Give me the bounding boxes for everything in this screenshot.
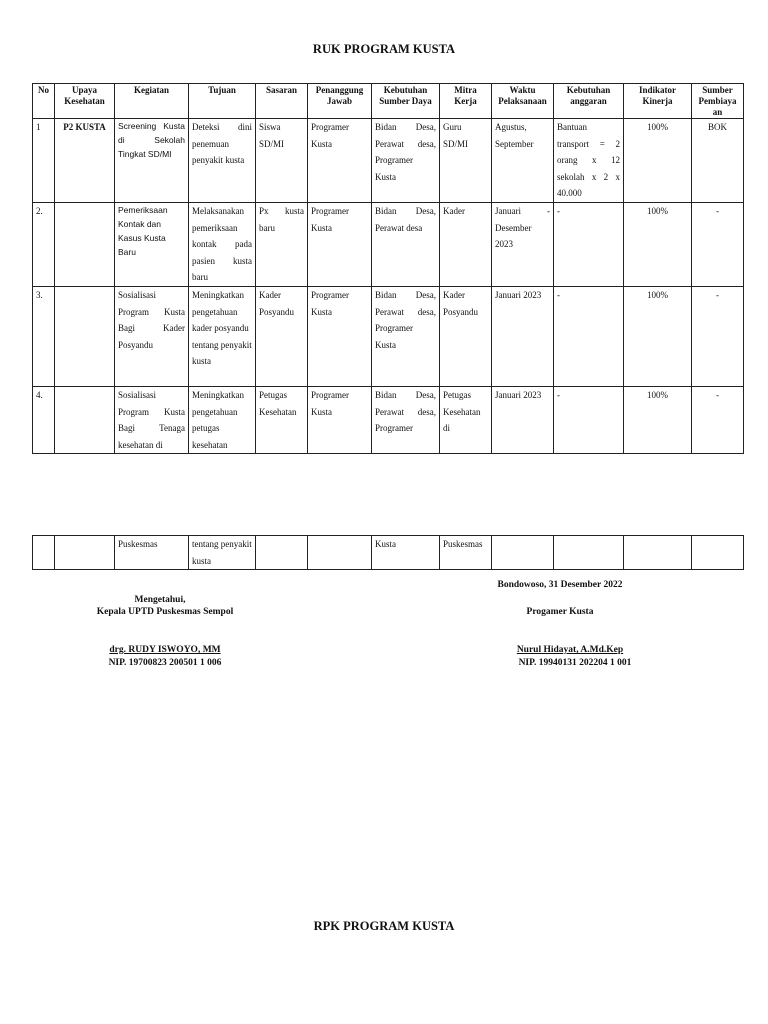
cell-indikator: 100% — [624, 203, 692, 287]
cell-no: 4. — [33, 387, 55, 454]
header-penanggung-jawab: Penanggung Jawab — [308, 84, 372, 119]
cell-anggaran — [554, 536, 624, 570]
cell-pembiayaan: BOK — [692, 119, 744, 203]
cell-penanggung-jawab: Programer Kusta — [308, 119, 372, 203]
page-title: RUK PROGRAM KUSTA — [312, 42, 456, 56]
cell-no: 3. — [33, 287, 55, 387]
cell-pembiayaan: - — [692, 287, 744, 387]
cell-penanggung-jawab: Programer Kusta — [308, 287, 372, 387]
plan-table-continuation — [32, 535, 744, 570]
cell-tujuan: Meningkatkan pengetahuan petugas kesehatan — [189, 387, 256, 454]
left-signatory-nip: NIP. 19700823 200501 1 006 — [108, 658, 222, 668]
cell-tujuan: Deteksi dini penemuan penyakit kusta — [189, 119, 256, 203]
cell-sumber-daya: Bidan Desa, Perawat desa — [372, 203, 440, 287]
left-title: Kepala UPTD Puskesmas Sempol — [96, 607, 234, 617]
section-title: RPK PROGRAM KUSTA — [313, 919, 455, 933]
header-sasaran: Sasaran — [256, 84, 308, 119]
cell-mitra: Guru SD/MI — [440, 119, 492, 203]
cell-sasaran: Petugas Kesehatan — [256, 387, 308, 454]
cell-anggaran: Bantuan transport = 2 orang x 12 sekolah x 2 x 40.000 — [554, 119, 624, 203]
cell-upaya — [55, 536, 115, 570]
header-sumber-daya: Kebutuhan Sumber Daya — [372, 84, 440, 119]
cell-upaya — [55, 387, 115, 454]
cell-mitra: Kader Posyandu — [440, 287, 492, 387]
cell-indikator: 100% — [624, 387, 692, 454]
cell-sasaran — [256, 536, 308, 570]
cell-kegiatan: Pemeriksaan Kontak dan Kasus Kusta Baru — [115, 203, 189, 287]
cell-indikator: 100% — [624, 119, 692, 203]
cell-sasaran: Kader Posyandu — [256, 287, 308, 387]
table-row — [33, 287, 744, 387]
cell-waktu: Januari 2023 — [492, 287, 554, 387]
cell-no: 2. — [33, 203, 55, 287]
cell-waktu: Agustus, September — [492, 119, 554, 203]
cell-upaya — [55, 287, 115, 387]
cell-sumber-daya: Bidan Desa, Perawat desa, Programer — [372, 387, 440, 454]
header-anggaran: Kebutuhan anggaran — [554, 84, 624, 119]
right-title: Progamer Kusta — [526, 607, 594, 617]
header-waktu: Waktu Pelaksanaan — [492, 84, 554, 119]
cell-mitra: Puskesmas — [440, 536, 492, 570]
header-pembiayaan: Sumber Pembiaya an — [692, 84, 744, 119]
cell-no — [33, 536, 55, 570]
place-date: Bondowoso, 31 Desember 2022 — [497, 580, 623, 590]
cell-kegiatan: Sosialisasi Program Kusta Bagi Tenaga kesehatan di — [115, 387, 189, 454]
cell-kegiatan: Screening Kusta di Sekolah Tingkat SD/MI — [115, 119, 189, 203]
cell-tujuan: Melaksanakan pemeriksaan kontak pada pasien kusta baru — [189, 203, 256, 287]
cell-anggaran: - — [554, 203, 624, 287]
cell-penanggung-jawab: Programer Kusta — [308, 387, 372, 454]
table-row — [33, 536, 744, 570]
cell-pembiayaan: - — [692, 203, 744, 287]
cell-kegiatan: Sosialisasi Program Kusta Bagi Kader Posyandu — [115, 287, 189, 387]
cell-mitra: Petugas Kesehatan di — [440, 387, 492, 454]
table-row — [33, 203, 744, 287]
cell-upaya: P2 KUSTA — [55, 119, 115, 203]
table-row — [33, 387, 744, 454]
cell-sasaran: Px kusta baru — [256, 203, 308, 287]
cell-upaya — [55, 203, 115, 287]
cell-kegiatan: Puskesmas — [115, 536, 189, 570]
table-row — [33, 119, 744, 203]
cell-waktu: Januari 2023 — [492, 387, 554, 454]
cell-sumber-daya: Kusta — [372, 536, 440, 570]
cell-sumber-daya: Bidan Desa, Perawat desa, Programer Kusta — [372, 119, 440, 203]
cell-no: 1 — [33, 119, 55, 203]
header-mitra: Mitra Kerja — [440, 84, 492, 119]
plan-table — [32, 83, 744, 454]
cell-sumber-daya: Bidan Desa, Perawat desa, Programer Kusta — [372, 287, 440, 387]
header-indikator: Indikator Kinerja — [624, 84, 692, 119]
cell-indikator — [624, 536, 692, 570]
cell-mitra: Kader — [440, 203, 492, 287]
header-kegiatan: Kegiatan — [115, 84, 189, 119]
header-no: No — [33, 84, 55, 119]
cell-penanggung-jawab: Programer Kusta — [308, 203, 372, 287]
cell-sasaran: Siswa SD/MI — [256, 119, 308, 203]
cell-waktu — [492, 536, 554, 570]
table-header-row — [33, 84, 744, 119]
cell-waktu: Januari - Desember 2023 — [492, 203, 554, 287]
left-signatory-name: drg. RUDY ISWOYO, MM — [109, 645, 221, 655]
cell-pembiayaan: - — [692, 387, 744, 454]
cell-tujuan: tentang penyakit kusta — [189, 536, 256, 570]
cell-penanggung-jawab — [308, 536, 372, 570]
right-signatory-name: Nurul Hidayat, A.Md.Kep — [516, 645, 624, 655]
header-tujuan: Tujuan — [189, 84, 256, 119]
cell-anggaran: - — [554, 387, 624, 454]
cell-anggaran: - — [554, 287, 624, 387]
left-heading: Mengetahui, — [134, 595, 186, 605]
cell-indikator: 100% — [624, 287, 692, 387]
right-signatory-nip: NIP. 19940131 202204 1 001 — [518, 658, 632, 668]
cell-tujuan: Meningkatkan pengetahuan kader posyandu tentang penyakit kusta — [189, 287, 256, 387]
header-upaya: Upaya Kesehatan — [55, 84, 115, 119]
cell-pembiayaan — [692, 536, 744, 570]
